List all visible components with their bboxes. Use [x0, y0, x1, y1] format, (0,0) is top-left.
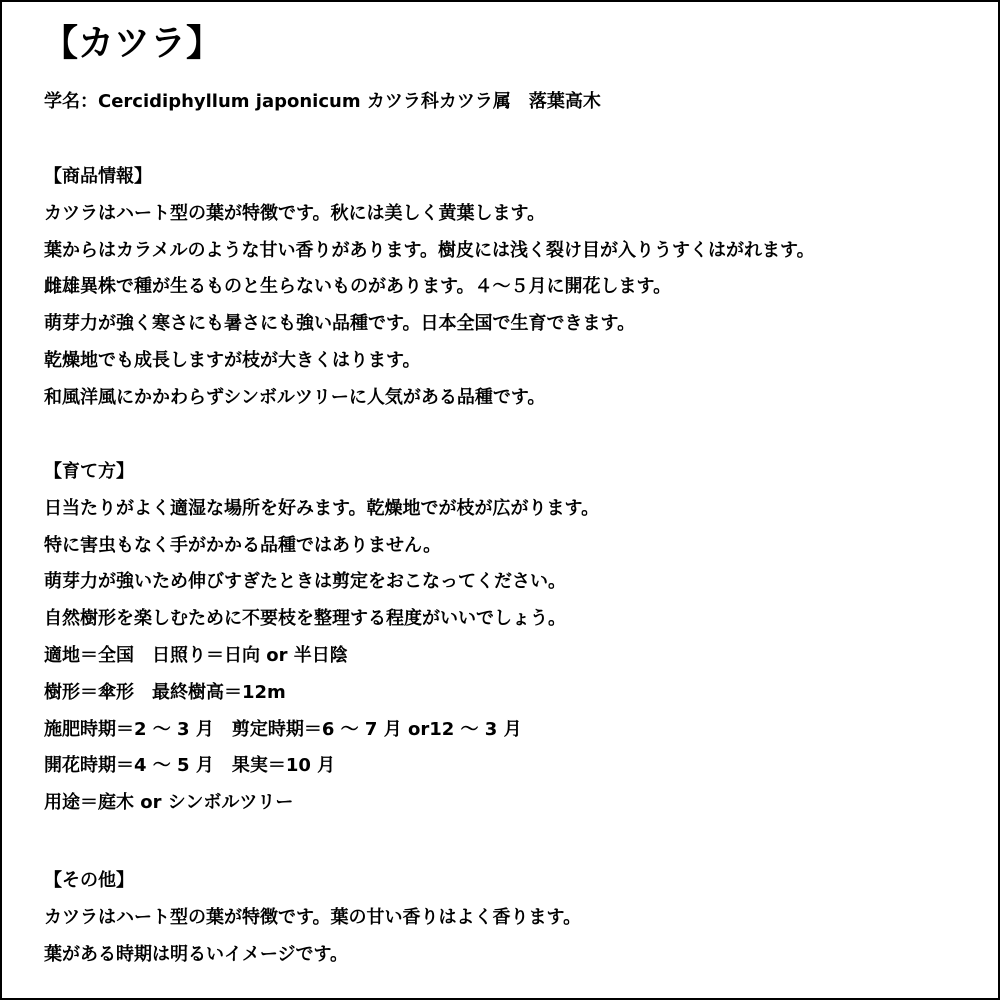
section-other: [44, 863, 581, 973]
text-line: 特に害虫もなく手がかかる品種ではありません。: [44, 534, 442, 556]
text-line: 萌芽力が強いため伸びすぎたときは剪定をおこなってください。: [44, 571, 566, 593]
text-line: 日当たりがよく適湿な場所を好みます。乾燥地でが枝が広がります。: [44, 497, 600, 519]
section-heading-how-to-grow: 【育て方】: [44, 461, 134, 482]
text-line: 適地＝全国 日照り＝日向 or 半日陰: [44, 644, 348, 666]
how-to-grow-lines: [44, 491, 599, 822]
text-line: 葉からはカラメルのような甘い香りがあります。樹皮には浅く裂け目が入りうすくはがれます。: [44, 239, 815, 261]
text-line: 開花時期＝4 ～ 5 月 果実＝10 月: [44, 755, 336, 777]
text-line: 施肥時期＝2 ～ 3 月 剪定時期＝6 ～ 7 月 or12 ～ 3 月: [44, 718, 522, 740]
other-lines: [44, 900, 581, 974]
scientific-name-line: 学名：Cercidiphyllum japonicum カツラ科カツラ属 落葉高木: [44, 91, 601, 112]
page-title: 【カツラ】: [42, 23, 223, 64]
text-line: 樹形＝傘形 最終樹高＝12m: [44, 681, 286, 703]
text-line: 萌芽力が強く寒さにも暑さにも強い品種です。日本全国で生育できます。: [44, 313, 636, 335]
text-line: 葉がある時期は明るいイメージです。: [44, 943, 349, 965]
section-product-info: [44, 159, 815, 417]
text-line: 用途＝庭木 or シンボルツリー: [44, 792, 294, 814]
product-info-lines: [44, 196, 815, 417]
text-line: カツラはハート型の葉が特徴です。葉の甘い香りはよく香ります。: [44, 906, 582, 928]
section-how-to-grow: [44, 454, 599, 822]
section-heading-product-info: 【商品情報】: [44, 166, 152, 187]
section-heading-other: 【その他】: [44, 870, 134, 891]
text-line: 雌雄異株で種が生るものと生らないものがあります。４～５月に開花します。: [44, 276, 672, 298]
text-line: 和風洋風にかかわらずシンボルツリーに人気がある品種です。: [44, 386, 546, 408]
text-line: カツラはハート型の葉が特徴です。秋には美しく黄葉します。: [44, 202, 546, 224]
text-line: 乾燥地でも成長しますが枝が大きくはります。: [44, 349, 421, 371]
text-line: 自然樹形を楽しむために不要枝を整理する程度がいいでしょう。: [44, 608, 566, 630]
